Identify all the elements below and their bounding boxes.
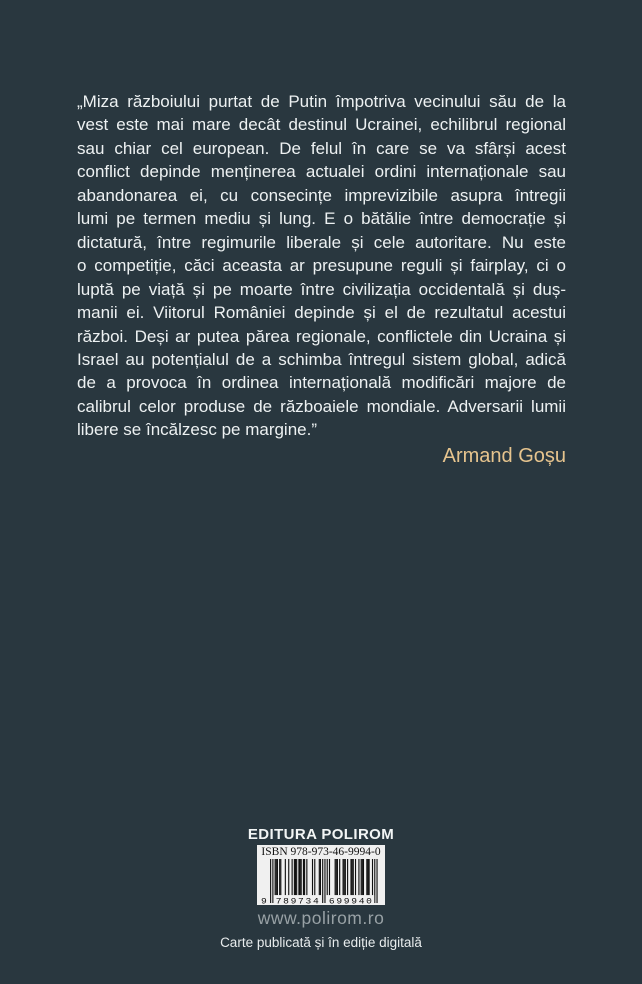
quote-line: război. Deși ar putea părea regionale, conflictele din Ucraina și bbox=[77, 326, 566, 346]
quote-line: Israel au potențialul de a schimba întregul sistem global, adică bbox=[77, 349, 566, 369]
publisher-website: www.polirom.ro bbox=[257, 908, 385, 928]
back-cover-quote bbox=[77, 90, 566, 469]
quote-line: sau chiar cel european. De felul în care se va sfârși acest bbox=[77, 138, 566, 158]
quote-text bbox=[77, 90, 566, 442]
svg-text:9: 9 bbox=[261, 897, 267, 904]
barcode-svg bbox=[261, 859, 381, 904]
svg-text:789734: 789734 bbox=[275, 897, 319, 904]
quote-line: conflict depinde menținerea actualei ordini internaționale sau bbox=[77, 162, 566, 182]
quote-line: libere se încălzesc pe margine.” bbox=[77, 420, 318, 440]
quote-line: lumi pe termen mediu și lung. E o bătălie între democrație și bbox=[77, 209, 566, 229]
quote-line: dictatură, între regimurile liberale și cele autoritare. Nu este bbox=[77, 232, 566, 252]
quote-line: vest este mai mare decât destinul Ucrainei, echilibrul regional bbox=[77, 115, 566, 135]
isbn-barcode-box bbox=[257, 845, 385, 905]
quote-line: abandonarea ei, cu consecințe imprevizibile asupra întregii bbox=[77, 185, 566, 205]
digital-edition-note: Carte publicată și în ediție digitală bbox=[220, 935, 422, 950]
quote-line: luptă pe viață și pe moarte între civilizația occidentală și duș- bbox=[77, 279, 566, 299]
publisher-name: EDITURA POLIROM bbox=[247, 826, 395, 843]
isbn-label: ISBN 978-973-46-9994-0 bbox=[261, 846, 381, 858]
quote-line: de a provoca în ordinea internațională modificări majore de bbox=[77, 373, 566, 393]
quote-line: o competiție, căci aceasta ar presupune reguli și fairplay, ci o bbox=[77, 256, 566, 276]
svg-text:699940: 699940 bbox=[328, 897, 372, 904]
quote-line: manii ei. Viitorul României depinde și el de rezultatul acestui bbox=[77, 303, 566, 323]
quote-attribution: Armand Goșu bbox=[442, 444, 566, 467]
quote-line: „Miza războiului purtat de Putin împotriva vecinului său de la bbox=[77, 92, 566, 111]
quote-line: calibrul celor produse de războaiele mondiale. Adversarii lumii bbox=[77, 396, 566, 416]
